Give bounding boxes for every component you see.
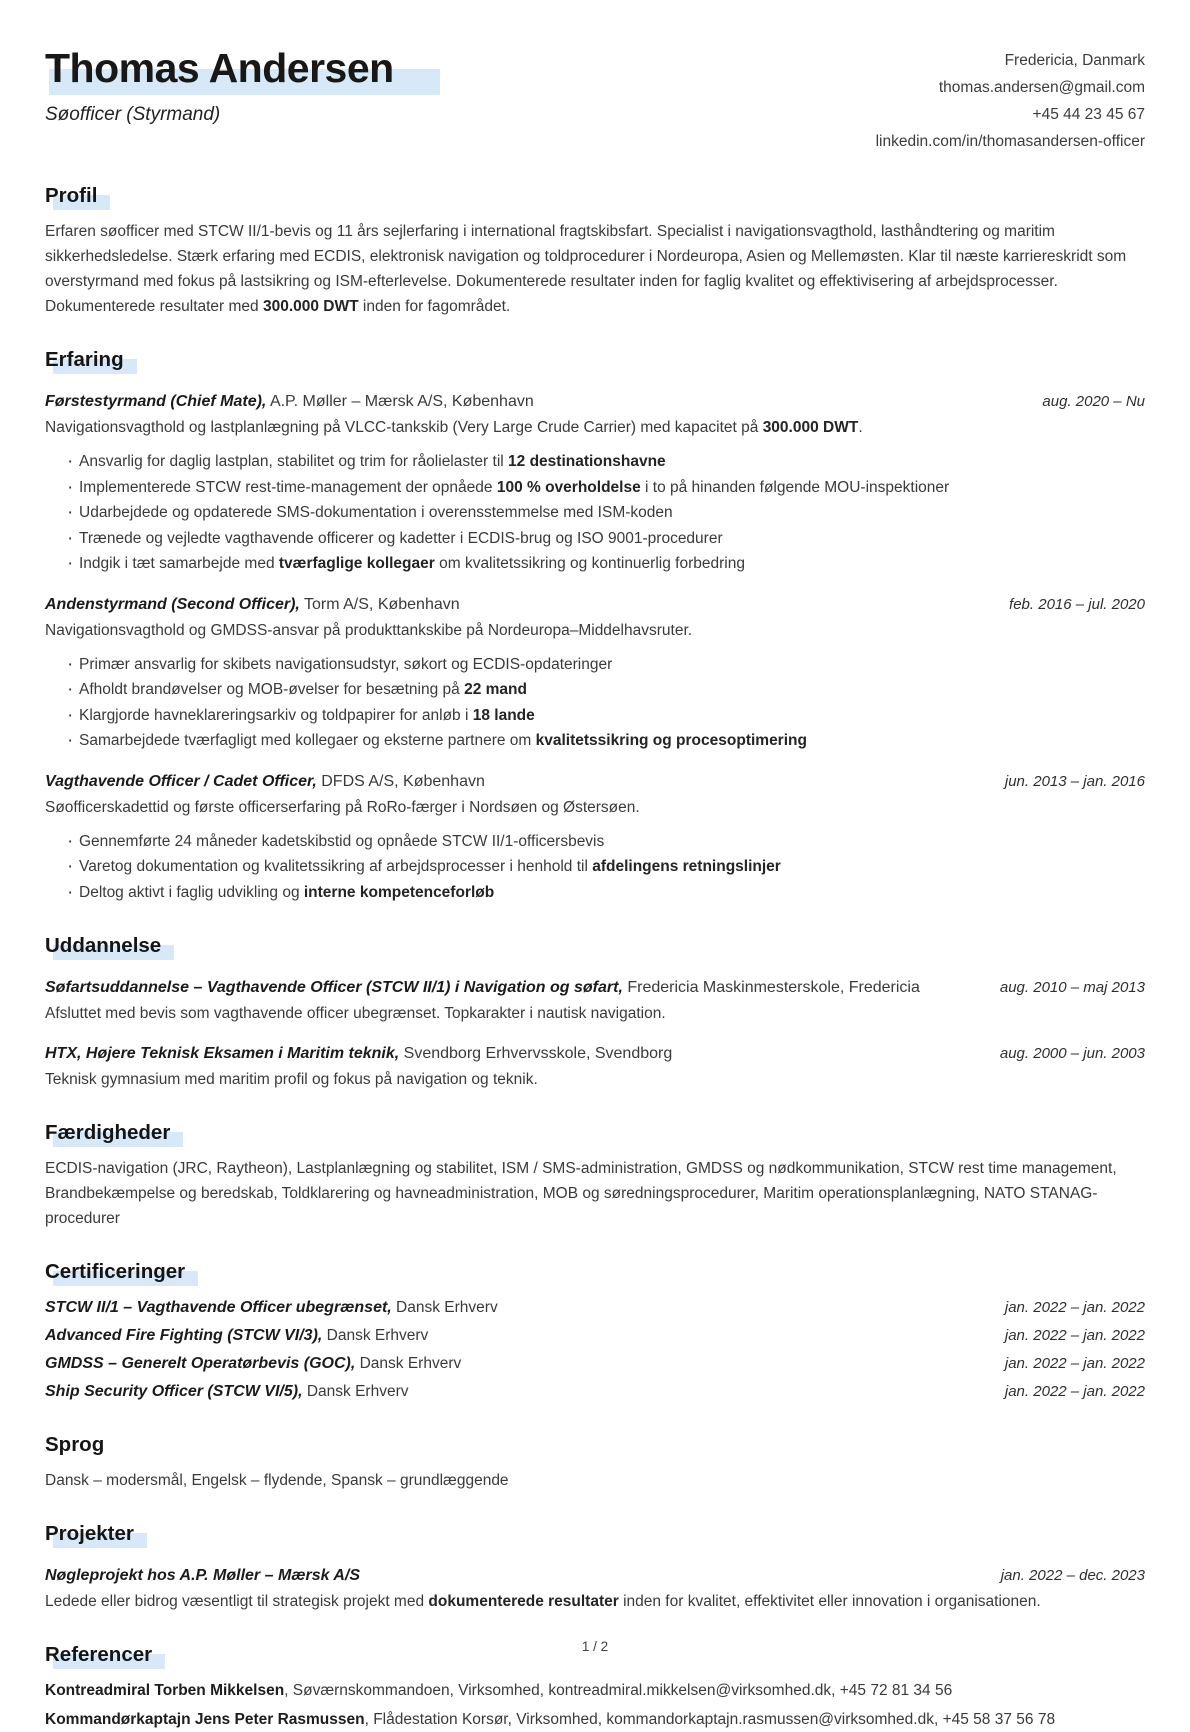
section-title-profil: Profil bbox=[45, 184, 98, 207]
section-title-sprog: Sprog bbox=[45, 1433, 105, 1456]
experience-bullet: · Trænede og vejledte vagthavende officerer og kadetter i ECDIS-brug og ISO 9001-procedurer bbox=[66, 526, 1145, 552]
certificeringer-body bbox=[45, 1295, 1145, 1404]
section-faerdigheder bbox=[45, 1121, 1145, 1231]
experience-entry bbox=[45, 592, 1145, 754]
page-number: 1 / 2 bbox=[581, 1639, 609, 1654]
certification-title bbox=[45, 1351, 461, 1376]
contact-line: Fredericia, Danmark bbox=[1004, 52, 1145, 69]
education-summary: Teknisk gymnasium med maritim profil og fokus på navigation og teknik. bbox=[45, 1071, 538, 1088]
project-entry bbox=[45, 1563, 1145, 1614]
education-entry-head bbox=[45, 975, 1145, 1000]
experience-title bbox=[45, 389, 534, 414]
experience-company: Torm A/S, København bbox=[299, 595, 460, 613]
experience-title bbox=[45, 592, 460, 617]
experience-bullet-list bbox=[45, 449, 1145, 577]
experience-entry-head bbox=[45, 389, 1145, 414]
skills-text: ECDIS-navigation (JRC, Raytheon), Lastplanlægning og stabilitet, ISM / SMS-administration, GMDSS og nødkommunikation, STCW rest time management, Brandbekæmpelse og beredskab, Toldklarering og havneadministration, MOB og søredningsprocedurer, Maritim operationsplanlægning, NATO STANAG-procedurer bbox=[45, 1160, 1117, 1227]
education-school: Svendborg Erhvervsskole, Svendborg bbox=[399, 1045, 673, 1062]
experience-bullet: · Klargjorde havneklareringsarkiv og toldpapirer for anløb i 18 lande bbox=[66, 703, 1145, 729]
certification-name: Ship Security Officer (STCW VI/5), bbox=[45, 1383, 303, 1400]
certification-issuer: Dansk Erhverv bbox=[322, 1327, 429, 1344]
certification-dates: jan. 2022 – jan. 2022 bbox=[1004, 1355, 1145, 1372]
experience-summary: Navigationsvagthold og GMDSS-ansvar på produkttankskibe på Nordeuropa–Middelhavsruter. bbox=[45, 621, 693, 639]
education-title bbox=[45, 975, 920, 1000]
sprog-body bbox=[45, 1468, 1145, 1493]
projekter-body bbox=[45, 1563, 1145, 1614]
experience-bullet: · Gennemførte 24 måneder kadetskibstid og opnåede STCW II/1-officersbevis bbox=[66, 829, 1145, 855]
contact-line: +45 44 23 45 67 bbox=[1032, 106, 1145, 123]
certification-row bbox=[45, 1295, 1145, 1320]
certification-row bbox=[45, 1351, 1145, 1376]
profil-body bbox=[45, 219, 1145, 319]
education-dates: aug. 2000 – jun. 2003 bbox=[999, 1045, 1145, 1062]
education-degree: HTX, Højere Teknisk Eksamen i Maritim teknik, bbox=[45, 1045, 400, 1062]
section-uddannelse bbox=[45, 934, 1145, 1092]
experience-summary: Søofficerskadettid og første officerserfaring på RoRo-færger i Nordsøen og Østersøen. bbox=[45, 798, 640, 816]
education-degree: Søfartsuddannelse – Vagthavende Officer (STCW II/1) i Navigation og søfart, bbox=[45, 979, 623, 996]
reference-details: , Søværnskommandoen, Virksomhed, kontreadmiral.mikkelsen@virksomhed.dk, +45 72 81 34 56 bbox=[284, 1682, 953, 1699]
experience-bullet: · Primær ansvarlig for skibets navigationsudstyr, søkort og ECDIS-opdateringer bbox=[66, 652, 1145, 678]
reference-row bbox=[45, 1707, 1145, 1732]
erfaring-body bbox=[45, 389, 1145, 905]
certification-row bbox=[45, 1379, 1145, 1404]
section-title-projekter: Projekter bbox=[45, 1522, 134, 1545]
experience-bullet: · Samarbejdede tværfagligt med kollegaer og eksterne partnere om kvalitetssikring og procesoptimering bbox=[66, 728, 1145, 754]
section-erfaring bbox=[45, 348, 1145, 905]
reference-name: Kommandørkaptajn Jens Peter Rasmussen bbox=[45, 1711, 365, 1728]
experience-entry-head bbox=[45, 769, 1145, 794]
certification-name: Advanced Fire Fighting (STCW VI/3), bbox=[45, 1327, 323, 1344]
faerdigheder-body bbox=[45, 1156, 1145, 1231]
section-projekter bbox=[45, 1522, 1145, 1614]
experience-dates: jun. 2013 – jan. 2016 bbox=[1004, 772, 1145, 790]
experience-bullet: · Implementerede STCW rest-time-management der opnåede 100 % overholdelse i to på hinanden følgende MOU-inspektioner bbox=[66, 475, 1145, 501]
certification-dates: jan. 2022 – jan. 2022 bbox=[1004, 1327, 1145, 1344]
certification-name: GMDSS – Generelt Operatørbevis (GOC), bbox=[45, 1355, 356, 1372]
certification-title bbox=[45, 1295, 498, 1320]
education-entry bbox=[45, 975, 1145, 1026]
experience-bullet: · Udarbejdede og opdaterede SMS-dokumentation i overensstemmelse med ISM-koden bbox=[66, 500, 1145, 526]
certification-dates: jan. 2022 – jan. 2022 bbox=[1004, 1383, 1145, 1400]
certification-issuer: Dansk Erhverv bbox=[391, 1299, 498, 1316]
uddannelse-body bbox=[45, 975, 1145, 1092]
section-sprog bbox=[45, 1433, 1145, 1493]
experience-dates: feb. 2016 – jul. 2020 bbox=[1009, 595, 1145, 613]
education-summary: Afsluttet med bevis som vagthavende officer ubegrænset. Topkarakter i nautisk navigation. bbox=[45, 1005, 666, 1022]
person-name: Thomas Andersen bbox=[45, 45, 394, 91]
project-entry-head bbox=[45, 1563, 1145, 1588]
section-title-referencer: Referencer bbox=[45, 1643, 153, 1666]
experience-bullet: · Indgik i tæt samarbejde med tværfaglige kollegaer om kvalitetssikring og kontinuerlig forbedring bbox=[66, 551, 1145, 577]
experience-role: Vagthavende Officer / Cadet Officer, bbox=[45, 772, 317, 790]
contact-line: thomas.andersen@gmail.com bbox=[938, 79, 1145, 96]
section-title-certificeringer: Certificeringer bbox=[45, 1260, 186, 1283]
certification-dates: jan. 2022 – jan. 2022 bbox=[1004, 1299, 1145, 1316]
certification-title bbox=[45, 1379, 408, 1404]
project-summary: Ledede eller bidrog væsentligt til strategisk projekt med dokumenterede resultater inden for kvalitet, effektivitet eller innovation i organisationen. bbox=[45, 1593, 1041, 1610]
section-title-faerdigheder: Færdigheder bbox=[45, 1121, 171, 1144]
experience-dates: aug. 2020 – Nu bbox=[1042, 393, 1145, 410]
project-dates: jan. 2022 – dec. 2023 bbox=[1000, 1567, 1145, 1584]
certification-title bbox=[45, 1323, 428, 1348]
header bbox=[45, 46, 1145, 155]
reference-details: , Flådestation Korsør, Virksomhed, kommandorkaptajn.rasmussen@virksomhed.dk, +45 58 37 56 78 bbox=[364, 1711, 1056, 1728]
education-title bbox=[45, 1041, 672, 1066]
experience-role: Andenstyrmand (Second Officer), bbox=[45, 595, 300, 613]
certification-issuer: Dansk Erhverv bbox=[355, 1355, 462, 1372]
certification-issuer: Dansk Erhverv bbox=[302, 1383, 409, 1400]
identity-block bbox=[45, 46, 394, 127]
experience-bullet: · Ansvarlig for daglig lastplan, stabilitet og trim for råolielaster til 12 destinationshavne bbox=[66, 449, 1145, 475]
project-title bbox=[45, 1563, 360, 1588]
experience-title bbox=[45, 769, 485, 794]
reference-row bbox=[45, 1678, 1145, 1703]
referencer-body bbox=[45, 1678, 1145, 1732]
languages-text: Dansk – modersmål, Engelsk – flydende, Spansk – grundlæggende bbox=[45, 1472, 509, 1489]
education-entry-head bbox=[45, 1041, 1145, 1066]
experience-bullet-list bbox=[45, 829, 1145, 906]
education-school: Fredericia Maskinmesterskole, Fredericia bbox=[622, 979, 920, 996]
experience-bullet: · Varetog dokumentation og kvalitetssikring af arbejdsprocesser i henhold til afdelingens retningslinjer bbox=[66, 854, 1145, 880]
contact-block bbox=[876, 46, 1145, 155]
experience-entry-head bbox=[45, 592, 1145, 617]
experience-bullet: · Afholdt brandøvelser og MOB-øvelser for besætning på 22 mand bbox=[66, 677, 1145, 703]
section-title-erfaring: Erfaring bbox=[45, 348, 124, 371]
reference-name: Kontreadmiral Torben Mikkelsen bbox=[45, 1682, 285, 1699]
education-entry bbox=[45, 1041, 1145, 1092]
experience-role: Førstestyrmand (Chief Mate), bbox=[45, 393, 267, 410]
experience-entry bbox=[45, 389, 1145, 577]
education-dates: aug. 2010 – maj 2013 bbox=[999, 979, 1145, 996]
project-name: Nøgleprojekt hos A.P. Møller – Mærsk A/S bbox=[45, 1567, 361, 1584]
section-profil bbox=[45, 184, 1145, 319]
profil-text: Erfaren søofficer med STCW II/1-bevis og 11 års sejlerfaring i international fragtskibsfart. Specialist i navigationsvagthold, lasthåndtering og maritim sikkerhedsledelse. Stærk erfaring med ECDIS, elektronisk navigation og toldprocedurer i Nordeuropa, Asien og Mellemøsten. Klar til næste karriereskridt som overstyrmand med fokus på lastsikring og ISM-efterlevelse. Dokumenterede resultater inden for faglig kvalitet og effektivisering af arbejdsprocesser. Dokumenterede resultater med 300.000 DWT inden for fagområdet. bbox=[45, 223, 1127, 315]
certification-name: STCW II/1 – Vagthavende Officer ubegrænset, bbox=[45, 1299, 392, 1316]
section-certificeringer bbox=[45, 1260, 1145, 1404]
experience-bullet-list bbox=[45, 652, 1145, 754]
contact-line: linkedin.com/in/thomasandersen-officer bbox=[875, 133, 1145, 150]
experience-company: A.P. Møller – Mærsk A/S, København bbox=[266, 393, 534, 410]
section-title-uddannelse: Uddannelse bbox=[45, 934, 162, 957]
person-job-title: Søofficer (Styrmand) bbox=[45, 104, 221, 125]
experience-company: DFDS A/S, København bbox=[316, 772, 485, 790]
experience-summary: Navigationsvagthold og lastplanlægning på VLCC-tankskib (Very Large Crude Carrier) med kapacitet på 300.000 DWT. bbox=[45, 419, 863, 436]
certification-row bbox=[45, 1323, 1145, 1348]
experience-bullet: · Deltog aktivt i faglig udvikling og interne kompetenceforløb bbox=[66, 880, 1145, 906]
experience-entry bbox=[45, 769, 1145, 906]
